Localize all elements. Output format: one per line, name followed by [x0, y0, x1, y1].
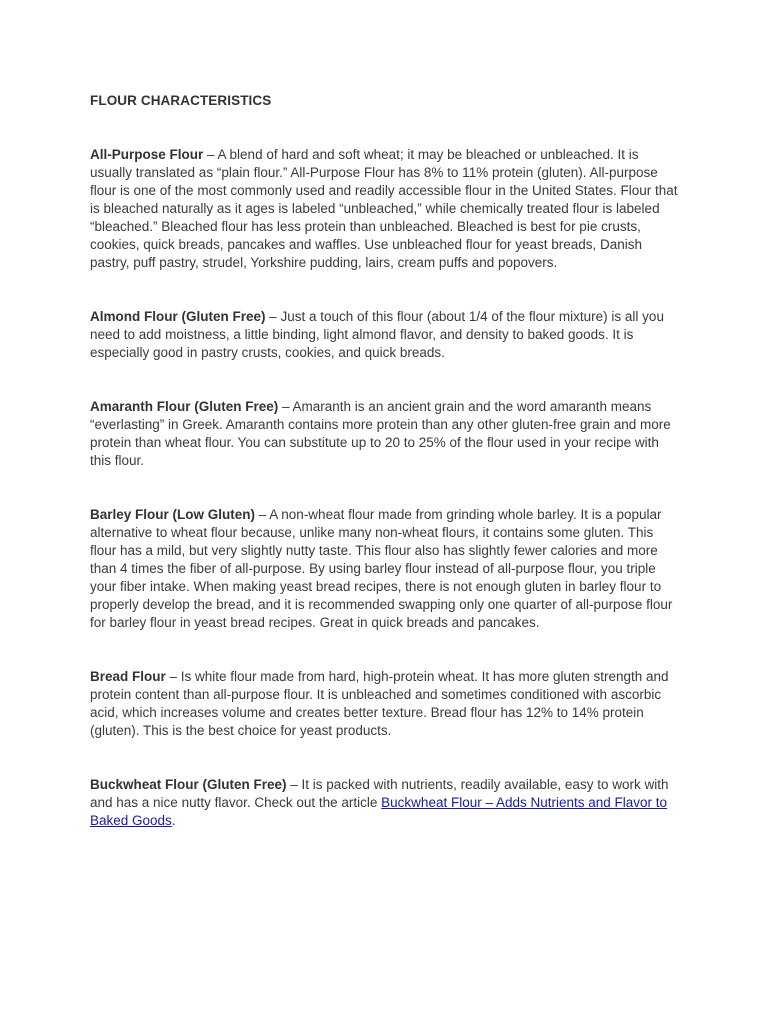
entry-term: All-Purpose Flour: [90, 147, 204, 162]
entry-buckwheat-flour: [90, 776, 680, 830]
document-page: [90, 92, 680, 830]
buckwheat-article-link[interactable]: Buckwheat Flour – Adds Nutrients and Flavor to Baked Goods: [90, 795, 668, 828]
entry-barley-flour: [90, 506, 680, 632]
entry-term: Bread Flour: [90, 669, 166, 684]
entry-text: – Is white flour made from hard, high-protein wheat. It has more gluten strength and protein content than all-purpose flour. It is unbleached and sometimes conditioned with ascorbic acid, which increases volume and creates better texture. Bread flour has 12% to 14% protein (gluten). This is the best choice for yeast products.: [90, 669, 669, 738]
entry-text: – Amaranth is an ancient grain and the word amaranth means “everlasting” in Greek. Amaranth contains more protein than any other gluten-free grain and more protein than wheat flour. You can substitute up to 20 to 25% of the flour used in your recipe with this flour.: [90, 399, 671, 468]
entry-text: – Just a touch of this flour (about 1/4 of the flour mixture) is all you need to add moistness, a little binding, light almond flavor, and density to baked goods. It is especially good in pastry crusts, cookies, and quick breads.: [90, 309, 664, 360]
entry-term: Almond Flour (Gluten Free): [90, 309, 266, 324]
entry-bread-flour: [90, 668, 680, 740]
document-title: FLOUR CHARACTERISTICS: [90, 93, 272, 108]
entry-term: Buckwheat Flour (Gluten Free): [90, 777, 287, 792]
entry-term: Barley Flour (Low Gluten): [90, 507, 256, 522]
entry-amaranth-flour: [90, 398, 680, 470]
entry-text: – A blend of hard and soft wheat; it may be bleached or unbleached. It is usually translated as “plain flour.” All-Purpose Flour has 8% to 11% protein (gluten). All-purpose flour is one of the most commonly used and readily accessible flour in the United States. Flour that is bleached naturally as it ages is labeled “unbleached,” while chemically treated flour is labeled “bleached.” Bleached flour has less protein than unbleached. Bleached is best for pie crusts, cookies, quick breads, pancakes and waffles. Use unbleached flour for yeast breads, Danish pastry, puff pastry, strudel, Yorkshire pudding, lairs, cream puffs and popovers.: [90, 147, 678, 270]
entry-all-purpose-flour: [90, 146, 680, 272]
entry-text-end: .: [171, 813, 176, 828]
entry-text: – It is packed with nutrients, readily available, easy to work with and has a nice nutty flavor. Check out the article: [90, 777, 669, 810]
entry-term: Amaranth Flour (Gluten Free): [90, 399, 279, 414]
entry-text: – A non-wheat flour made from grinding whole barley. It is a popular alternative to wheat flour because, unlike many non-wheat flours, it contains some gluten. This flour has a mild, but very slightly nutty taste. This flour also has slightly fewer calories and more than 4 times the fiber of all-purpose. By using barley flour instead of all-purpose flour, you triple your fiber intake. When making yeast bread recipes, there is not enough gluten in barley flour to properly develop the bread, and it is recommended swapping only one quarter of all-purpose flour for barley flour in yeast bread recipes. Great in quick breads and pancakes.: [90, 507, 673, 630]
entry-almond-flour: [90, 308, 680, 362]
